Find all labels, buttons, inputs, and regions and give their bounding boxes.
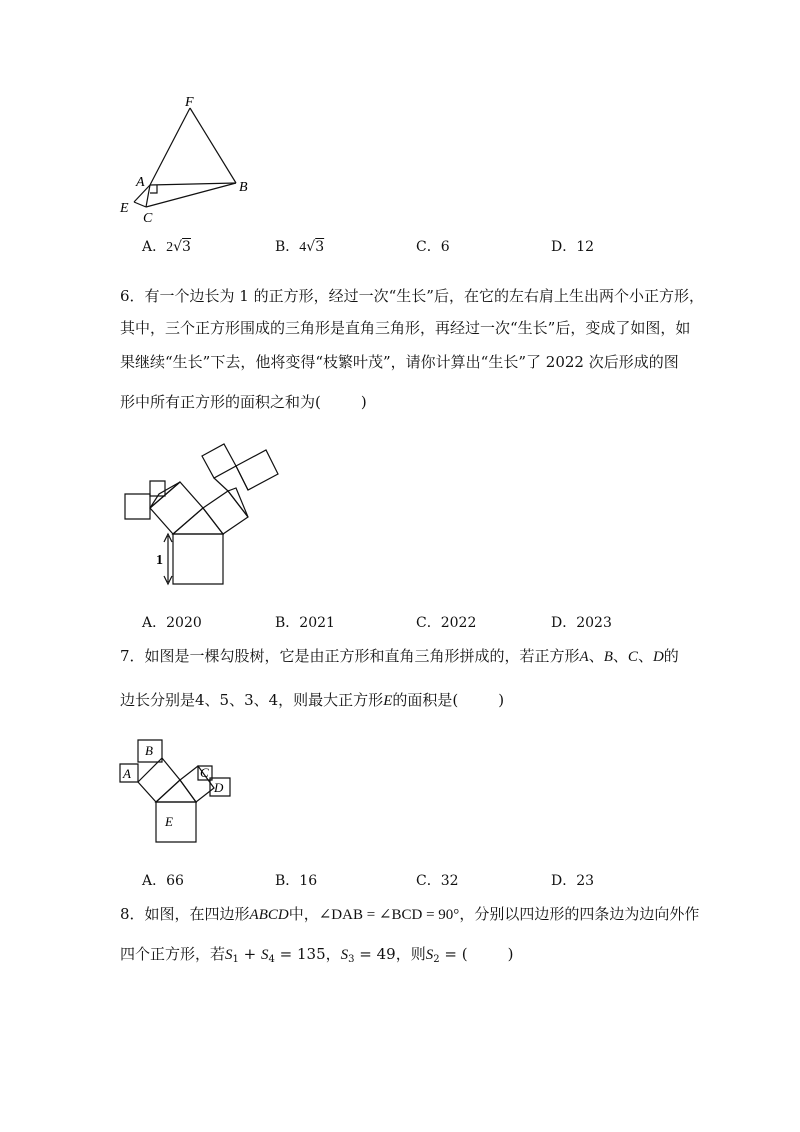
q8-line-1: 8．如图，在四边形ABCD中，∠DAB = ∠BCD = 90°，分别以四边形的四条边为边向外作 xyxy=(120,905,700,923)
q7-label-d: D xyxy=(214,780,224,795)
q5-option-d[interactable]: D．12 xyxy=(551,239,595,255)
q6-base-square xyxy=(173,534,223,584)
q8-expr-s1-s4: $S_1 + S_4 = 135$ xyxy=(225,945,326,965)
q6-square-left-1 xyxy=(150,482,203,534)
q6-small-square-d xyxy=(236,450,278,490)
q6-option-a[interactable]: A．2020 xyxy=(142,615,202,631)
q7-label-e: E xyxy=(165,814,173,829)
q6-line-3: 果继续“生长”下去，他将变得“枝繁叶茂”，请你计算出“生长”了 2022 次后形成的图 xyxy=(120,353,679,371)
q5-right-angle-mark xyxy=(150,185,157,193)
q7-line-1: 7．如图是一棵勾股树，它是由正方形和直角三角形拼成的，若正方形A、B、C、D的 xyxy=(120,647,679,665)
q7-label-a: A xyxy=(123,766,131,781)
q6-guide-2 xyxy=(236,466,248,490)
q5-label-e: E xyxy=(120,201,129,216)
q5-label-b: B xyxy=(239,180,248,195)
q7-option-b[interactable]: B．16 xyxy=(275,873,318,889)
q6-line-2: 其中，三个正方形围成的三角形是直角三角形，再经过一次“生长”后，变成了如图，如 xyxy=(120,319,691,337)
q7-label-b: B xyxy=(145,743,153,758)
q7-square-right xyxy=(180,766,214,802)
q5-options xyxy=(142,236,702,258)
q5-option-b[interactable]: B．4√3 xyxy=(275,239,325,255)
q7-square-e xyxy=(156,802,196,842)
q7-square-left xyxy=(138,758,180,802)
q5-segment-fa xyxy=(150,108,190,185)
q6-guide-1 xyxy=(214,478,228,491)
q6-dimension-label: 1 xyxy=(156,553,163,568)
q6-option-b[interactable]: B．2021 xyxy=(275,615,335,631)
q6-figure xyxy=(118,438,288,588)
q5-segment-ec xyxy=(134,202,146,207)
q7-answer-paren: ( ) xyxy=(452,691,505,709)
q5-option-c[interactable]: C．6 xyxy=(416,239,450,255)
q5-segment-fb xyxy=(190,108,236,183)
q6-line-1: 6．有一个边长为 1 的正方形，经过一次“生长”后，在它的左右肩上生出两个小正方形， xyxy=(120,287,704,305)
q5-option-a[interactable]: A．2√3 xyxy=(142,239,191,255)
q6-options xyxy=(142,612,702,634)
q5-label-c: C xyxy=(143,211,153,226)
q6-option-d[interactable]: D．2023 xyxy=(551,615,612,631)
q6-triangle-2b xyxy=(228,488,248,517)
q6-small-square-c xyxy=(202,444,236,478)
q8-line-2: 四个正方形，若$S_1 + S_4 = 135$，$S_3 = 49$，则$S_2$ = ( ) xyxy=(120,945,514,965)
q5-figure xyxy=(110,90,280,230)
q5-segment-cb xyxy=(146,183,236,207)
q5-label-a: A xyxy=(136,175,145,190)
q7-line-2: 边长分别是4、5、3、4，则最大正方形E的面积是( ) xyxy=(120,691,505,709)
q7-option-c[interactable]: C．32 xyxy=(416,873,459,889)
q7-label-c: C xyxy=(200,765,209,780)
q6-answer-paren: ( ) xyxy=(315,393,367,411)
q6-line-4: 形中所有正方形的面积之和为( ) xyxy=(120,393,367,411)
q5-segment-ab xyxy=(150,183,236,185)
q6-small-square-a xyxy=(125,494,150,519)
q5-label-f: F xyxy=(185,95,194,110)
q8-expr-s2: $S_2$ = ( ) xyxy=(425,945,514,965)
q7-option-a[interactable]: A．66 xyxy=(142,873,184,889)
q6-small-square-b xyxy=(150,481,165,496)
q7-options xyxy=(142,870,702,892)
q6-square-right-1 xyxy=(203,491,248,534)
q6-option-c[interactable]: C．2022 xyxy=(416,615,477,631)
q7-option-d[interactable]: D．23 xyxy=(551,873,595,889)
q8-expr-s3: $S_3 = 49$ xyxy=(340,945,396,965)
q7-figure xyxy=(118,734,248,854)
